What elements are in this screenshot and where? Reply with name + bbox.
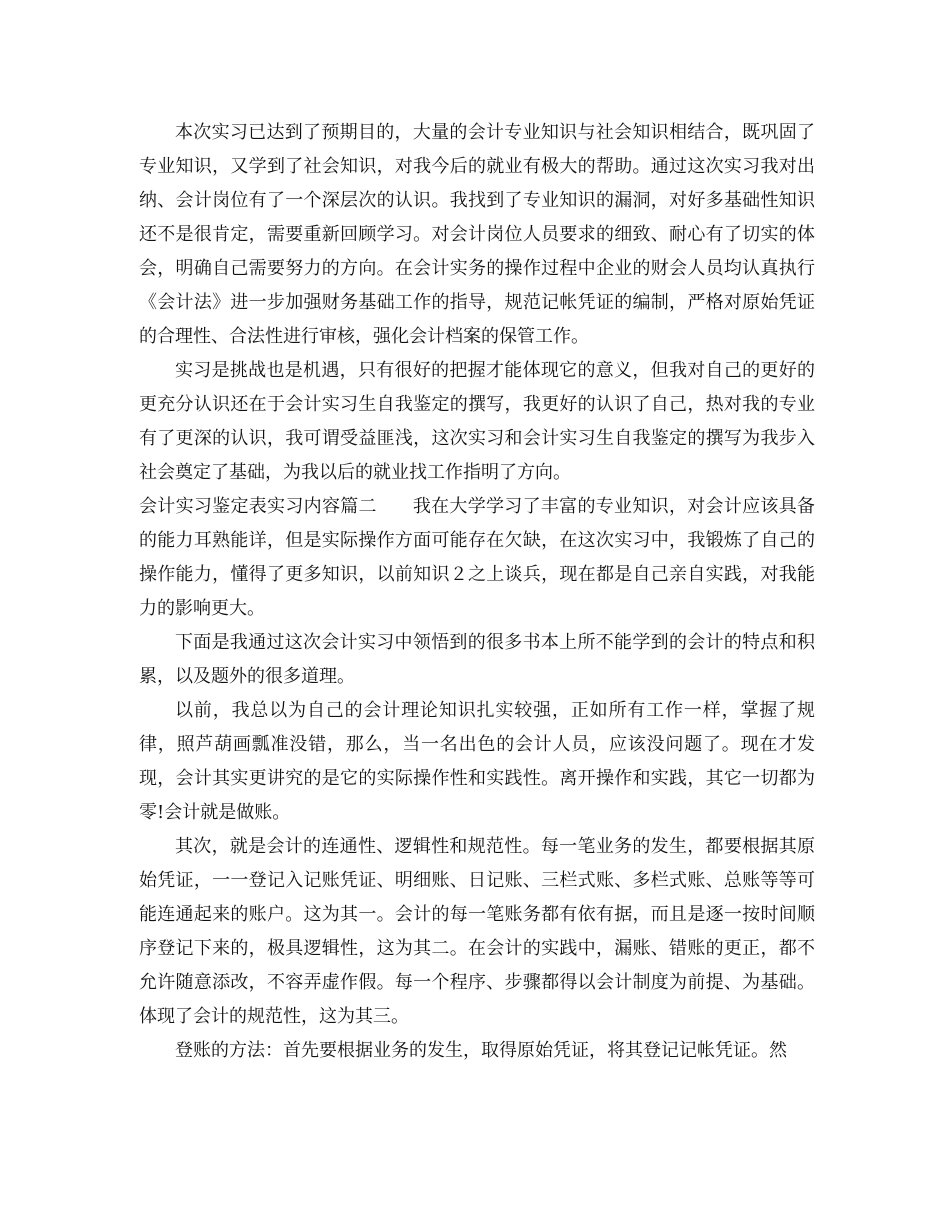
paragraph-posting-method: 登账的方法：首先要根据业务的发生，取得原始凭证，将其登记记帐凭证。然	[175, 1040, 787, 1061]
paragraph-learned-characteristics: 下面是我通过这次会计实习中领悟到的很多书本上所不能学到的会计的特点和积累，以及题外的很多道理。	[139, 632, 815, 687]
section-two-opening	[139, 490, 815, 626]
document-body	[139, 116, 815, 1068]
section-heading: 会计实习鉴定表实习内容篇二	[139, 496, 377, 517]
paragraph-challenge-opportunity: 实习是挑战也是机遇，只有很好的把握才能体现它的意义，但我对自己的更好的更充分认识还在于会计实习生自我鉴定的撰写，我更好的认识了自己，热对我的专业有了更深的认识，我可谓受益匪浅，这次实习和会计实习生自我鉴定的撰写为我步入社会奠定了基础，为我以后的就业找工作指明了方向。	[139, 360, 815, 483]
paragraph-connectivity-logic: 其次，就是会计的连通性、逻辑性和规范性。每一笔业务的发生，都要根据其原始凭证，一一登记入记账凭证、明细账、日记账、三栏式账、多栏式账、总账等等可能连通起来的账户。这为其一。会计的每一笔账务都有依有据，而且是逐一按时间顺序登记下来的，极具逻辑性，这为其二。在会计的实践中，漏账、错账的更正，都不允许随意添改，不容弄虚作假。每一个程序、步骤都得以会计制度为前提、为基础。体现了会计的规范性，这为其三。	[139, 836, 815, 1027]
section-first-paragraph: 我在大学学习了丰富的专业知识，对会计应该具备的能力耳熟能详，但是实际操作方面可能存在欠缺，在这次实习中，我锻炼了自己的操作能力，懂得了更多知识，以前知识２之上谈兵，现在都是自己亲自实践，对我能力的影响更大。	[139, 496, 816, 619]
paragraph-previous-assumption: 以前，我总以为自己的会计理论知识扎实较强，正如所有工作一样，掌握了规律，照芦葫画瓢准没错，那么，当一名出色的会计人员，应该没问题了。现在才发现，会计其实更讲究的是它的实际操作性和实践性。离开操作和实践，其它一切都为零!会计就是做账。	[139, 700, 815, 823]
paragraph-internship-goals: 本次实习已达到了预期目的，大量的会计专业知识与社会知识相结合，既巩固了专业知识，又学到了社会知识，对我今后的就业有极大的帮助。通过这次实习我对出纳、会计岗位有了一个深层次的认识。我找到了专业知识的漏洞，对好多基础性知识还不是很肯定，需要重新回顾学习。对会计岗位人员要求的细致、耐心有了切实的体会，明确自己需要努力的方向。在会计实务的操作过程中企业的财会人员均认真执行《会计法》进一步加强财务基础工作的指导，规范记帐凭证的编制，严格对原始凭证的合理性、合法性进行审核，强化会计档案的保管工作。	[139, 122, 815, 347]
